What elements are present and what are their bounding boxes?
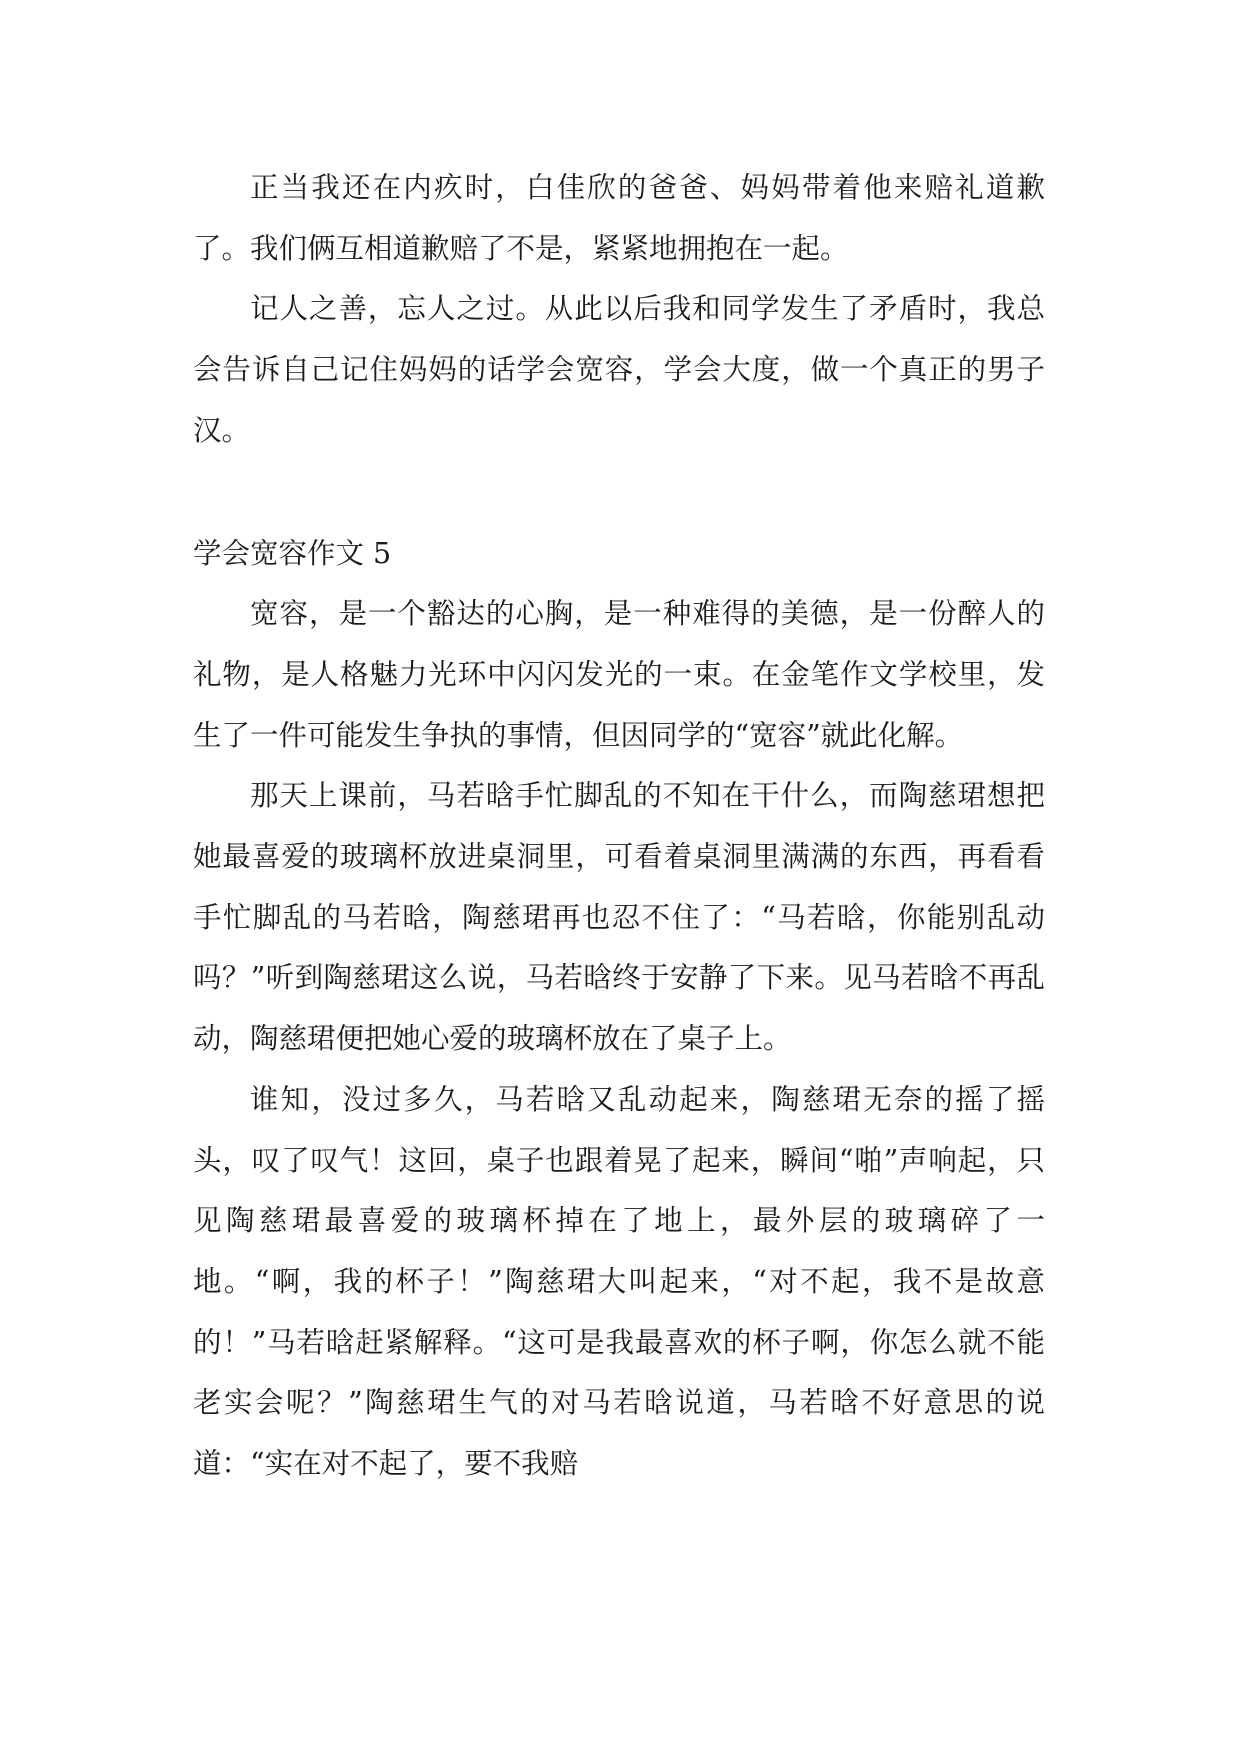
paragraph: 那天上课前，马若晗手忙脚乱的不知在干什么，而陶慈珺想把她最喜爱的玻璃杯放进桌洞里，可看着桌洞里满满的东西，再看看手忙脚乱的马若晗，陶慈珺再也忍不住了：“马若晗，你能别乱动吗？”听到陶慈珺这么说，马若晗终于安静了下来。见马若晗不再乱动，陶慈珺便把她心爱的玻璃杯放在了桌子上。	[193, 779, 1045, 1056]
paragraph: 正当我还在内疚时，白佳欣的爸爸、妈妈带着他来赔礼道歉了。我们俩互相道歉赔了不是，紧紧地拥抱在一起。	[193, 171, 1045, 265]
paragraph: 宽容，是一个豁达的心胸，是一种难得的美德，是一份醉人的礼物，是人格魅力光环中闪闪发光的一束。在金笔作文学校里，发生了一件可能发生争执的事情，但因同学的“宽容”就此化解。	[193, 597, 1045, 752]
section-title: 学会宽容作文 5	[193, 536, 392, 570]
paragraph: 谁知，没过多久，马若晗又乱动起来，陶慈珺无奈的摇了摇头，叹了叹气！这回，桌子也跟着晃了起来，瞬间“啪”声响起，只见陶慈珺最喜爱的玻璃杯掉在了地上，最外层的玻璃碎了一地。“啊，我的杯子！”陶慈珺大叫起来，“对不起，我不是故意的！”马若晗赶紧解释。“这可是我最喜欢的杯子啊，你怎么就不能老实会呢？”陶慈珺生气的对马若晗说道，马若晗不好意思的说道：“实在对不起了，要不我赔	[193, 1082, 1045, 1481]
paragraph: 记人之善，忘人之过。从此以后我和同学发生了矛盾时，我总会告诉自己记住妈妈的话学会宽容，学会大度，做一个真正的男子汉。	[193, 292, 1045, 447]
document-page	[193, 158, 1045, 1495]
